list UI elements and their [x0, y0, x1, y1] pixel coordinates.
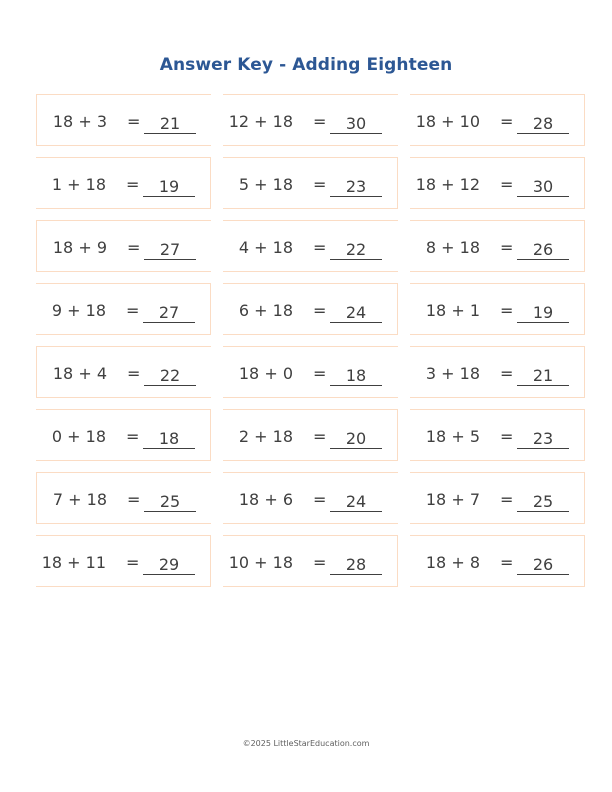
problem-cell: [410, 94, 585, 146]
problem-expression: 18 + 3: [52, 112, 107, 131]
answer-value: 25: [517, 493, 569, 512]
problem-cell: [36, 535, 211, 587]
equals-sign: =: [500, 364, 514, 383]
answer-value: 26: [517, 241, 569, 260]
answer-value: 29: [143, 556, 195, 575]
problem-cell: [410, 535, 585, 587]
equals-sign: =: [126, 553, 140, 572]
equals-sign: =: [126, 175, 140, 194]
equals-sign: =: [126, 427, 140, 446]
problem-expression: 9 + 18: [51, 301, 106, 320]
problem-row: [36, 94, 585, 146]
problem-expression: 18 + 6: [238, 490, 293, 509]
equals-sign: =: [127, 490, 141, 509]
problem-expression: 1 + 18: [51, 175, 106, 194]
problem-cell: [410, 346, 585, 398]
problem-expression: 18 + 1: [425, 301, 480, 320]
equals-sign: =: [500, 490, 514, 509]
equals-sign: =: [313, 112, 327, 131]
equals-sign: =: [313, 490, 327, 509]
problem-cell: [223, 346, 398, 398]
equals-sign: =: [500, 175, 514, 194]
answer-value: 28: [517, 115, 569, 134]
problem-cell: [223, 157, 398, 209]
answer-value: 26: [517, 556, 569, 575]
problem-cell: [223, 535, 398, 587]
problem-row: [36, 472, 585, 524]
problem-cell: [223, 472, 398, 524]
answer-value: 23: [330, 178, 382, 197]
copyright-footer: ©2025 LittleStarEducation.com: [242, 739, 370, 748]
equals-sign: =: [127, 112, 141, 131]
equals-sign: =: [313, 301, 327, 320]
problem-expression: 18 + 9: [52, 238, 107, 257]
answer-value: 24: [330, 493, 382, 512]
problem-expression: 18 + 0: [238, 364, 293, 383]
problem-cell: [410, 283, 585, 335]
problem-expression: 18 + 5: [425, 427, 480, 446]
problem-expression: 3 + 18: [425, 364, 480, 383]
answer-value: 19: [517, 304, 569, 323]
answer-value: 24: [330, 304, 382, 323]
problem-expression: 8 + 18: [425, 238, 480, 257]
problem-row: [36, 157, 585, 209]
answer-value: 18: [143, 430, 195, 449]
equals-sign: =: [313, 553, 327, 572]
answer-value: 27: [143, 304, 195, 323]
answer-value: 30: [330, 115, 382, 134]
problem-expression: 5 + 18: [238, 175, 293, 194]
problem-expression: 18 + 10: [415, 112, 480, 131]
problem-cell: [36, 94, 211, 146]
equals-sign: =: [126, 301, 140, 320]
problem-expression: 12 + 18: [228, 112, 293, 131]
answer-value: 27: [144, 241, 196, 260]
problem-expression: 18 + 8: [425, 553, 480, 572]
problem-cell: [36, 409, 211, 461]
problem-cell: [223, 283, 398, 335]
problem-cell: [410, 220, 585, 272]
problem-cell: [36, 472, 211, 524]
answer-value: 30: [517, 178, 569, 197]
equals-sign: =: [500, 301, 514, 320]
answer-value: 19: [143, 178, 195, 197]
problem-expression: 18 + 7: [425, 490, 480, 509]
problem-cell: [223, 409, 398, 461]
problem-cell: [223, 220, 398, 272]
page-title: Answer Key - Adding Eighteen: [159, 55, 453, 75]
answer-value: 18: [330, 367, 382, 386]
problem-expression: 0 + 18: [51, 427, 106, 446]
answer-value: 23: [517, 430, 569, 449]
answer-value: 28: [330, 556, 382, 575]
equals-sign: =: [313, 364, 327, 383]
problem-row: [36, 409, 585, 461]
problem-cell: [410, 472, 585, 524]
problem-row: [36, 283, 585, 335]
equals-sign: =: [127, 364, 141, 383]
problem-cell: [36, 220, 211, 272]
problem-expression: 18 + 11: [41, 553, 106, 572]
problem-cell: [36, 157, 211, 209]
equals-sign: =: [500, 238, 514, 257]
problem-cell: [410, 157, 585, 209]
problem-expression: 4 + 18: [238, 238, 293, 257]
answer-value: 22: [144, 367, 196, 386]
problem-cell: [36, 346, 211, 398]
equals-sign: =: [500, 553, 514, 572]
problem-expression: 18 + 4: [52, 364, 107, 383]
problem-row: [36, 535, 585, 587]
problem-expression: 2 + 18: [238, 427, 293, 446]
problem-expression: 6 + 18: [238, 301, 293, 320]
problem-row: [36, 346, 585, 398]
answer-value: 25: [144, 493, 196, 512]
answer-value: 20: [330, 430, 382, 449]
problem-expression: 18 + 12: [415, 175, 480, 194]
equals-sign: =: [500, 112, 514, 131]
problem-cell: [410, 409, 585, 461]
answer-value: 22: [330, 241, 382, 260]
problem-row: [36, 220, 585, 272]
problem-expression: 10 + 18: [228, 553, 293, 572]
answer-value: 21: [517, 367, 569, 386]
equals-sign: =: [127, 238, 141, 257]
equals-sign: =: [313, 427, 327, 446]
equals-sign: =: [500, 427, 514, 446]
problem-expression: 7 + 18: [52, 490, 107, 509]
answer-value: 21: [144, 115, 196, 134]
problem-grid: [36, 94, 585, 598]
problem-cell: [36, 283, 211, 335]
equals-sign: =: [313, 238, 327, 257]
equals-sign: =: [313, 175, 327, 194]
problem-cell: [223, 94, 398, 146]
